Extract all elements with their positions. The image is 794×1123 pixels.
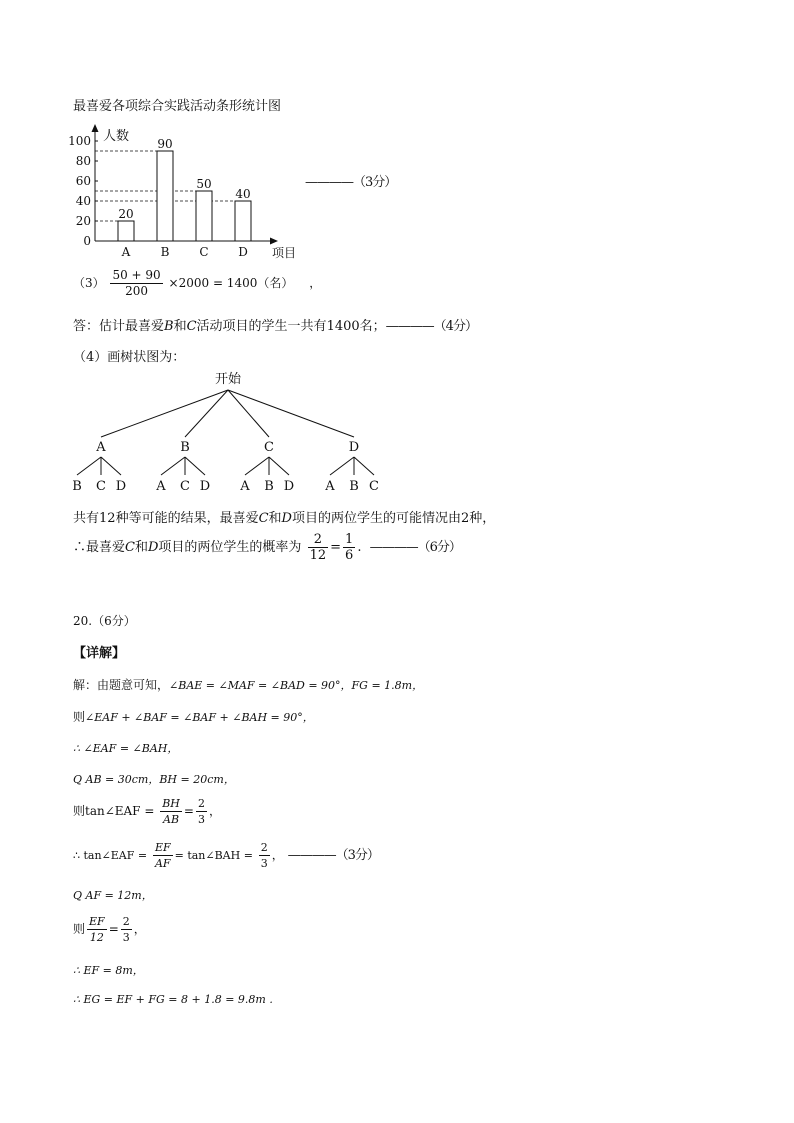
q20-line-8: [73, 914, 146, 945]
tree-branch: [269, 457, 289, 475]
q20-line-7: Q AF = 12m，: [73, 889, 153, 902]
bar-chart: [60, 118, 360, 268]
result-c: C: [258, 511, 269, 526]
q20-l5-f2-den: 3: [197, 813, 205, 826]
result-m: 2: [461, 511, 470, 526]
q20-l6-pre: ∴ tan∠EAF =: [73, 849, 148, 862]
result-p5: 种，: [469, 511, 496, 526]
bar-value-label: 50: [196, 177, 212, 191]
answer3-c: C: [186, 319, 197, 334]
part3-frac-num: 50 + 90: [112, 268, 161, 282]
bar-A: [118, 221, 134, 241]
q20-l8-f2-den: 3: [122, 931, 130, 944]
prob-frac2-den: 6: [345, 548, 354, 563]
q20-l8-f1-num: EF: [89, 915, 105, 928]
q20-l6-f1-den: AF: [154, 857, 171, 870]
answer3-score: ————（4分）: [385, 319, 477, 334]
q20-l8-end: ，: [133, 922, 146, 936]
tree-level1-label: A: [96, 440, 106, 455]
q20-l1-math: ∠BAE = ∠MAF = ∠BAD = 90°，FG = 1.8m，: [169, 679, 424, 692]
prob-frac1-den: 12: [309, 548, 327, 563]
q20-line-6: [73, 840, 379, 871]
q20-l5-frac-1: [160, 796, 182, 827]
tree-diagram: [60, 368, 390, 493]
answer3-p3: 活动项目的学生一共有: [196, 319, 327, 334]
y-tick-label: 40: [75, 194, 91, 208]
x-tick-label: B: [160, 245, 170, 259]
q20-line-4: Q AB = 30cm，BH = 20cm，: [73, 773, 235, 786]
tree-branch: [77, 457, 101, 475]
q20-l5-end: ，: [208, 804, 221, 818]
result-p4: 项目的两位学生的可能情况由: [291, 511, 461, 526]
prob-frac-2: [343, 532, 355, 563]
q20-l8-frac-2: [121, 914, 132, 945]
tree-level2-label: D: [199, 479, 211, 493]
q20-l8-frac-1: [87, 914, 107, 945]
q20-l1-pre: 解：由题意可知，: [73, 678, 170, 692]
prob-end: .: [357, 540, 362, 555]
q20-l6-f1-num: EF: [154, 841, 171, 854]
x-tick-label: D: [238, 245, 248, 259]
prob-p1: ∴最喜爱: [73, 540, 126, 555]
q20-l6-end: ，: [271, 848, 284, 862]
tree-level2-label: A: [325, 479, 335, 493]
q20-line-3: ∴ ∠EAF = ∠BAH，: [73, 742, 179, 755]
tree-level1-label: B: [180, 440, 190, 455]
tree-branch: [185, 457, 205, 475]
answer3-p4: 名；: [359, 319, 386, 334]
q20-header: 20.（6分）: [73, 614, 136, 628]
prob-eq: =: [330, 540, 342, 555]
q20-line-10: ∴ EG = EF + FG = 8 + 1.8 = 9.8m .: [73, 993, 273, 1006]
answer3-p1: 答：估计最喜爱: [73, 319, 165, 334]
tree-level1-label: C: [264, 440, 274, 455]
y-axis-label: 人数: [103, 129, 130, 144]
bar-value-label: 90: [157, 137, 173, 151]
tree-level2-label: A: [240, 479, 250, 493]
q20-l5-f2-num: 2: [197, 797, 205, 810]
tree-branch: [354, 457, 374, 475]
tree-level2-label: A: [156, 479, 166, 493]
prob-frac-1: [308, 532, 329, 563]
result-line: [73, 507, 495, 526]
q20-detail-heading: 【详解】: [73, 646, 126, 661]
tree-branch: [101, 457, 121, 475]
tree-level2-label: B: [349, 479, 359, 493]
y-tick-label: 0: [83, 234, 91, 248]
q20-l6-mid: = tan∠BAH =: [174, 849, 253, 862]
part3-line: [73, 268, 321, 299]
result-n: 12: [99, 511, 116, 526]
score-3pt-chart: ————（3分）: [305, 175, 397, 190]
prob-frac2-num: 1: [345, 532, 354, 547]
part3-fraction: [110, 268, 162, 299]
q20-l8-f1-den: 12: [89, 931, 104, 944]
q20-line-1: [73, 676, 423, 693]
chart-title: 最喜爱各项综合实践活动条形统计图: [73, 99, 282, 114]
q20-l5-eq: =: [183, 804, 194, 818]
tree-level2-label: C: [180, 479, 190, 493]
bar-D: [235, 201, 251, 241]
prob-d: D: [147, 540, 159, 555]
part3-comma: ，: [309, 276, 322, 290]
prob-frac1-num: 2: [308, 532, 329, 548]
q20-l6-score: ————（3分）: [287, 848, 379, 863]
part4-label: （4）画树状图为：: [73, 350, 186, 365]
tree-branch: [228, 390, 269, 437]
q20-line-2: [73, 708, 314, 725]
tree-root-label: 开始: [214, 372, 242, 387]
prob-p3: 项目的两位学生的概率为: [158, 540, 302, 555]
q20-l8-f2-num: 2: [122, 915, 130, 928]
tree-branch: [330, 457, 354, 475]
q20-l6-frac-2: [259, 840, 270, 871]
tree-branch: [185, 390, 228, 437]
tree-branch: [245, 457, 269, 475]
part3-frac-den: 200: [125, 284, 149, 298]
result-p3: 和: [268, 511, 282, 526]
prob-c: C: [125, 540, 135, 555]
q20-l5-f1-den: AB: [163, 813, 180, 826]
x-axis-label: 项目: [272, 246, 297, 260]
bar-C: [196, 191, 212, 241]
result-d: D: [281, 511, 292, 526]
tree-level2-label: C: [96, 479, 106, 493]
x-axis-arrow: [270, 238, 278, 245]
answer3-b: B: [164, 319, 174, 334]
q20-l6-frac-1: [153, 840, 173, 871]
y-tick-label: 60: [75, 174, 91, 188]
tree-level2-label: B: [264, 479, 274, 493]
bar-value-label: 20: [118, 207, 134, 221]
x-tick-label: A: [121, 245, 131, 259]
q20-l2-pre: 则: [73, 710, 86, 724]
tree-level2-label: D: [283, 479, 295, 493]
tree-branch: [161, 457, 185, 475]
x-tick-label: C: [199, 245, 209, 259]
q20-l5-f1-num: BH: [162, 797, 180, 810]
bar-value-label: 40: [235, 187, 251, 201]
result-p2: 种等可能的结果，最喜爱: [115, 511, 259, 526]
part3-label: （3）: [73, 276, 105, 290]
bar-B: [157, 151, 173, 241]
prob-line: [73, 532, 461, 563]
q20-l8-eq: =: [108, 922, 119, 936]
y-axis-arrow: [92, 124, 99, 132]
q20-line-5: [73, 796, 221, 827]
result-p1: 共有: [73, 511, 100, 526]
tree-level1-label: D: [348, 440, 360, 455]
part3-rest: ×2000 = 1400（名）: [168, 276, 294, 290]
q20-l6-f2-num: 2: [260, 841, 268, 854]
tree-level2-label: C: [369, 479, 379, 493]
y-tick-label: 100: [68, 134, 91, 148]
tree-branch: [228, 390, 354, 437]
prob-score: ————（6分）: [369, 540, 461, 555]
q20-l5-pre: 则tan∠EAF =: [73, 804, 155, 818]
q20-l2-math: ∠EAF + ∠BAF = ∠BAF + ∠BAH = 90°，: [85, 711, 314, 724]
y-tick-label: 80: [75, 154, 91, 168]
tree-branch: [101, 390, 228, 437]
answer3-p2: 和: [173, 319, 187, 334]
q20-l5-frac-2: [196, 796, 207, 827]
q20-line-9: ∴ EF = 8m，: [73, 964, 144, 977]
q20-l6-f2-den: 3: [260, 857, 268, 870]
answer3-n: 1400: [326, 319, 360, 334]
tree-level2-label: D: [115, 479, 127, 493]
prob-p2: 和: [134, 540, 148, 555]
answer3-line: [73, 315, 477, 334]
tree-level2-label: B: [72, 479, 82, 493]
q20-l8-pre: 则: [73, 922, 86, 936]
y-tick-label: 20: [75, 214, 91, 228]
